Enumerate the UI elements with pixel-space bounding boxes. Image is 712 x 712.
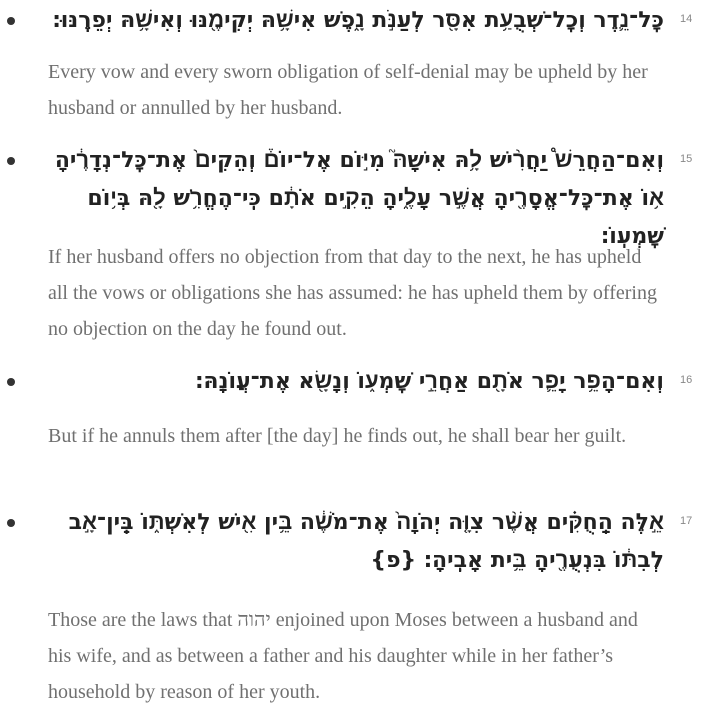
verse-number: 14 (680, 13, 693, 25)
hebrew-text: אֵ֣לֶּה הַֽחֻקִּ֗ים אֲשֶׁ֨ר צִוָּ֤ה יְהֹוָה֙ אֶת־מֹשֶׁ֔ה בֵּ֥ין אִ֖ישׁ לְאִשְׁתּ֑וֹ בֵּֽין־אָ֣ב לְבִתּ֔וֹ בִּנְעֻרֶ֖יהָ בֵּ֥ית אָבִֽיהָ׃ {פ} (68, 510, 664, 573)
bullet-icon[interactable] (7, 378, 15, 386)
hebrew-text: כׇּל־נֵ֛דֶר וְכׇל־שְׁבֻעַ֥ת אִסָּ֖ר לְעַנֹּ֣ת נָ֑פֶשׁ אִישָׁ֥הּ יְקִימֶ֖נּוּ וְאִישָׁ֥הּ יְפֵרֶֽנּוּ׃ (52, 8, 664, 33)
bullet-icon[interactable] (7, 17, 15, 25)
verse-number: 15 (680, 153, 693, 165)
bullet-icon[interactable] (7, 519, 15, 527)
bullet-icon[interactable] (7, 157, 15, 165)
hebrew-text: וְאִם־הָפֵ֥ר יָפֵ֛ר אֹתָ֖ם אַחֲרֵ֣י שׇׁמְע֑וֹ וְנָשָׂ֖א אֶת־עֲוֺנָֽהּ׃ (195, 369, 664, 394)
hebrew-text: וְאִם־הַחֲרֵשׁ֩ יַחֲרִ֨ישׁ לָ֥הּ אִישָׁהּ֮ מִיּ֣וֹם אֶל־יוֹם֒ וְהֵקִים֙ אֶת־כׇּל־נְדָרֶ֔יהָ א֥וֹ אֶת־כׇּל־אֱסָרֶ֖יהָ אֲשֶׁ֣ר עָלֶ֑יהָ הֵקִ֣ים אֹתָ֔ם כִּֽי־הֶחֱרִ֥שׁ לָ֖הּ בְּי֥וֹם שׇׁמְעֽוֹ׃ (54, 148, 664, 249)
english-translation: Those are the laws that יהוה enjoined upon Moses between a husband and his wife, and as between a father and his daughter while in her father’s household by reason of her youth. (48, 609, 638, 703)
verse-number: 16 (680, 374, 693, 386)
verse-number: 17 (680, 515, 693, 527)
english-translation: But if he annuls them after [the day] he finds out, he shall bear her guilt. (48, 425, 627, 447)
english-translation: If her husband offers no objection from that day to the next, he has upheld all the vows or obligations she has assumed: he has upheld them by offering no objection on the day he found out. (48, 246, 657, 340)
english-translation: Every vow and every sworn obligation of self-denial may be upheld by her husband or annulled by her husband. (48, 61, 648, 119)
